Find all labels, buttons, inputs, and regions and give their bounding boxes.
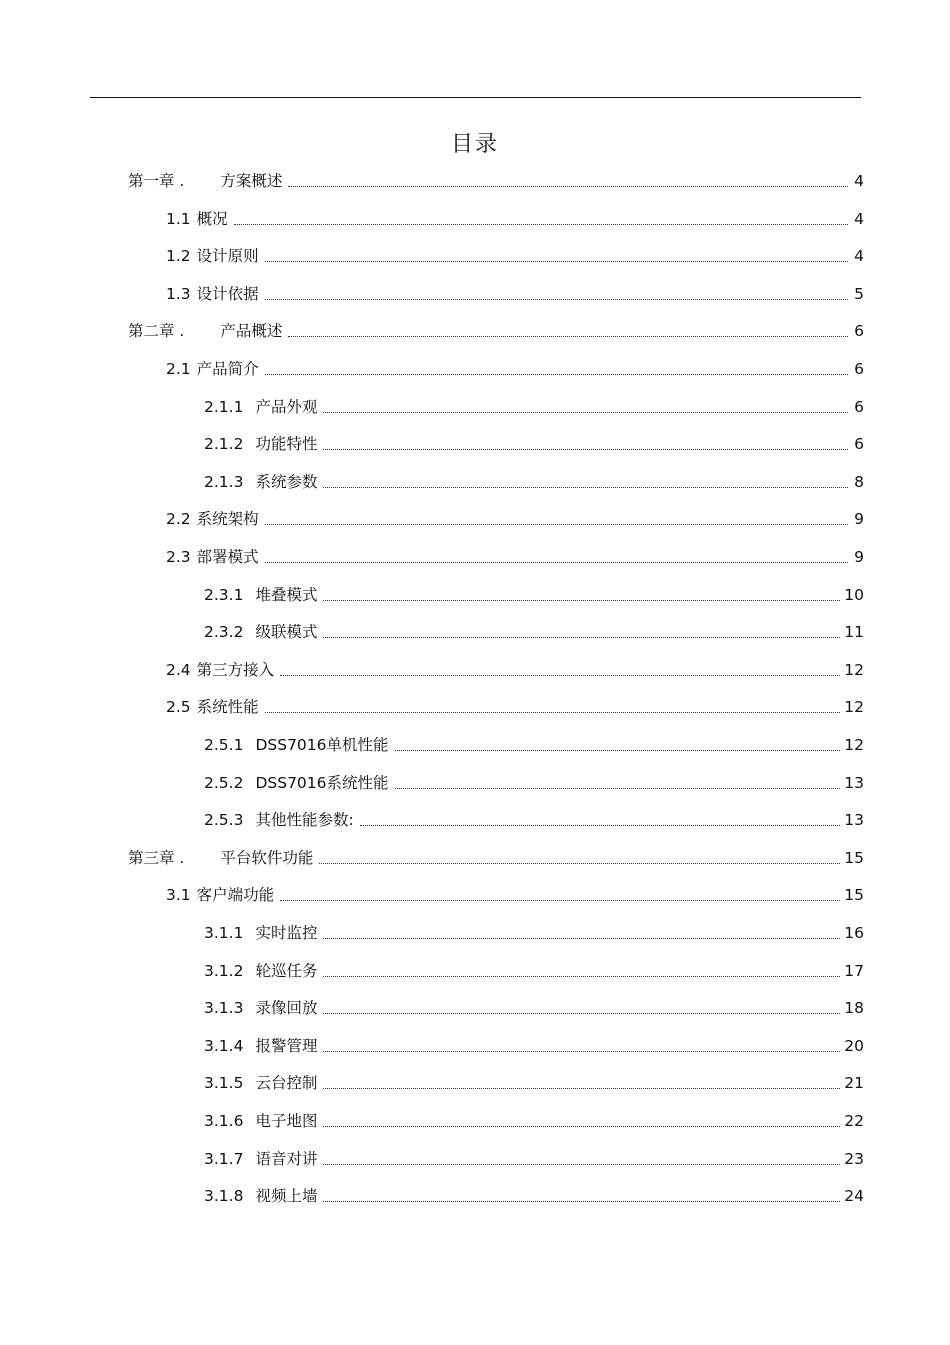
toc-entry[interactable] [204,1033,864,1055]
toc-entry-number: 3.1.7 [204,1149,244,1168]
toc-entry-page: 8 [854,472,864,491]
toc-entry-label: 设计依据 [196,284,259,303]
toc-entry-label: 系统架构 [196,510,259,529]
toc-entry-label: 视频上墙 [255,1187,318,1206]
dot-leader [323,637,840,638]
dot-leader [395,788,841,789]
dot-leader [323,1201,840,1202]
toc-entry-page: 12 [844,660,864,679]
toc-entry-number: 2.1.1 [204,397,244,416]
toc-entry-page: 23 [844,1149,864,1168]
toc-entry-page: 4 [854,172,864,190]
toc-entry[interactable] [166,882,864,904]
toc-entry-label: 实时监控 [255,924,318,942]
toc-entry-number: 1.1 [166,209,191,228]
toc-entry[interactable] [204,958,864,980]
toc-entry-number: 2.2 [166,510,191,529]
toc-entry[interactable] [204,1108,864,1130]
dot-leader [265,299,848,300]
toc-entry[interactable] [128,845,864,867]
toc-entry-label: 录像回放 [255,999,318,1018]
toc-entry-label: 设计原则 [196,247,259,266]
toc-entry[interactable] [128,318,864,340]
toc-entry-label: 产品概述 [220,322,283,341]
toc-entry-label: 其他性能参数: [255,811,354,830]
toc-entry[interactable] [166,544,864,566]
toc-entry[interactable] [166,206,864,228]
toc-entry-label: 语音对讲 [255,1149,318,1168]
toc-entry[interactable] [204,920,864,942]
toc-entry-number: 2.5.2 [204,773,244,792]
toc-entry-label: 产品简介 [196,360,259,378]
toc-entry-number: 2.5.1 [204,736,244,754]
dot-leader [280,900,840,901]
toc-entry-page: 11 [844,623,864,642]
toc-entry-label: DSS7016系统性能 [255,773,389,792]
dot-leader [280,675,840,676]
toc-entry-number: 第二章 . [128,322,185,341]
toc-entry-label: 平台软件功能 [220,848,314,867]
toc-entry[interactable] [204,582,864,604]
dot-leader [323,1126,840,1127]
toc-entry-label: 客户端功能 [196,886,275,905]
toc-entry[interactable] [166,243,864,265]
toc-entry-page: 9 [854,548,864,566]
toc-entry-number: 2.5.3 [204,811,244,830]
dot-leader [319,863,840,864]
dot-leader [323,1164,840,1165]
toc-entry[interactable] [204,394,864,416]
header-rule [90,97,861,98]
toc-entry-number: 3.1.4 [204,1036,244,1055]
dot-leader [265,712,841,713]
dot-leader [323,600,840,601]
dot-leader [265,524,848,525]
toc-entry[interactable] [204,770,864,792]
toc-entry-page: 22 [844,1112,864,1130]
toc-entry-page: 6 [854,322,864,341]
toc-entry[interactable] [204,1146,864,1168]
toc-entry[interactable] [204,732,864,754]
toc-entry[interactable] [204,619,864,641]
toc-entry-number: 3.1.5 [204,1074,244,1093]
toc-entry-page: 6 [854,397,864,416]
toc-entry-page: 5 [854,284,864,303]
dot-leader [323,1088,840,1089]
toc-entry-label: 概况 [196,209,228,228]
dot-leader [288,186,848,187]
toc-entry-page: 13 [844,773,864,792]
toc-entry-label: 功能特性 [255,435,318,454]
toc-entry-number: 2.3 [166,548,191,566]
toc-entry-number: 第一章 . [128,172,185,190]
toc-entry-label: 部署模式 [196,548,259,566]
toc-entry-label: 轮巡任务 [255,961,318,980]
toc-entry[interactable] [166,657,864,679]
toc-entry-number: 3.1.1 [204,924,244,942]
dot-leader [234,224,848,225]
dot-leader [265,562,848,563]
toc-entry-label: DSS7016单机性能 [255,736,389,754]
toc-entry-page: 24 [844,1187,864,1206]
dot-leader [323,1051,840,1052]
toc-entry[interactable] [204,1070,864,1092]
toc-entry-page: 4 [854,209,864,228]
dot-leader [265,261,848,262]
toc-entry-page: 12 [844,736,864,754]
toc-entry-label: 系统性能 [196,698,259,717]
toc-entry-label: 堆叠模式 [255,585,318,604]
toc-entry[interactable] [204,431,864,453]
dot-leader [323,412,848,413]
dot-leader [395,750,841,751]
toc-entry-number: 1.3 [166,284,191,303]
toc-entry-page: 20 [844,1036,864,1055]
toc-entry-page: 21 [844,1074,864,1093]
toc-entry-page: 15 [844,886,864,905]
toc-entry-page: 6 [854,435,864,454]
toc-entry-label: 产品外观 [255,397,318,416]
toc-entry[interactable] [204,995,864,1017]
toc-entry-page: 13 [844,811,864,830]
toc-entry-number: 3.1.3 [204,999,244,1018]
toc-entry[interactable] [204,807,864,829]
toc-entry[interactable] [128,168,864,190]
toc-entry-page: 17 [844,961,864,980]
dot-leader [323,976,840,977]
toc-entry-page: 9 [854,510,864,529]
toc-entry[interactable] [166,694,864,716]
toc-entry-label: 第三方接入 [196,660,275,679]
toc-entry[interactable] [166,281,864,303]
toc-title: 目录 [450,132,499,157]
dot-leader [323,938,840,939]
toc-entry-label: 方案概述 [220,172,283,190]
toc-entry-number: 2.1 [166,360,191,378]
toc-entry-number: 3.1.6 [204,1112,244,1130]
toc-entry-number: 3.1 [166,886,191,905]
toc-entry-page: 6 [854,360,864,378]
dot-leader [288,336,848,337]
toc-entry-number: 3.1.2 [204,961,244,980]
toc-entry[interactable] [204,469,864,491]
toc-entry-page: 18 [844,999,864,1018]
toc-entry-page: 10 [844,585,864,604]
toc-entry-number: 1.2 [166,247,191,266]
toc-entry-number: 2.3.2 [204,623,244,642]
toc-entry[interactable] [166,506,864,528]
toc-entry-page: 4 [854,247,864,266]
toc-entry-number: 2.3.1 [204,585,244,604]
toc-entry-page: 12 [844,698,864,717]
dot-leader [323,1013,840,1014]
toc-entry-number: 2.1.3 [204,472,244,491]
toc-entry-label: 电子地图 [255,1112,318,1130]
dot-leader [323,487,848,488]
dot-leader [323,449,848,450]
toc-entry-number: 2.1.2 [204,435,244,454]
dot-leader [360,825,841,826]
toc-entry[interactable] [166,356,864,378]
toc-entry-number: 第三章 . [128,848,185,867]
toc-entry-label: 系统参数 [255,472,318,491]
dot-leader [265,374,848,375]
toc-entry-number: 2.5 [166,698,191,717]
toc-entry[interactable] [204,1183,864,1205]
toc-entry-number: 2.4 [166,660,191,679]
toc-entry-label: 报警管理 [255,1036,318,1055]
toc-entry-number: 3.1.8 [204,1187,244,1206]
toc-entry-label: 云台控制 [255,1074,318,1093]
toc-entry-page: 16 [844,924,864,942]
toc-entry-label: 级联模式 [255,623,318,642]
toc-entry-page: 15 [844,848,864,867]
